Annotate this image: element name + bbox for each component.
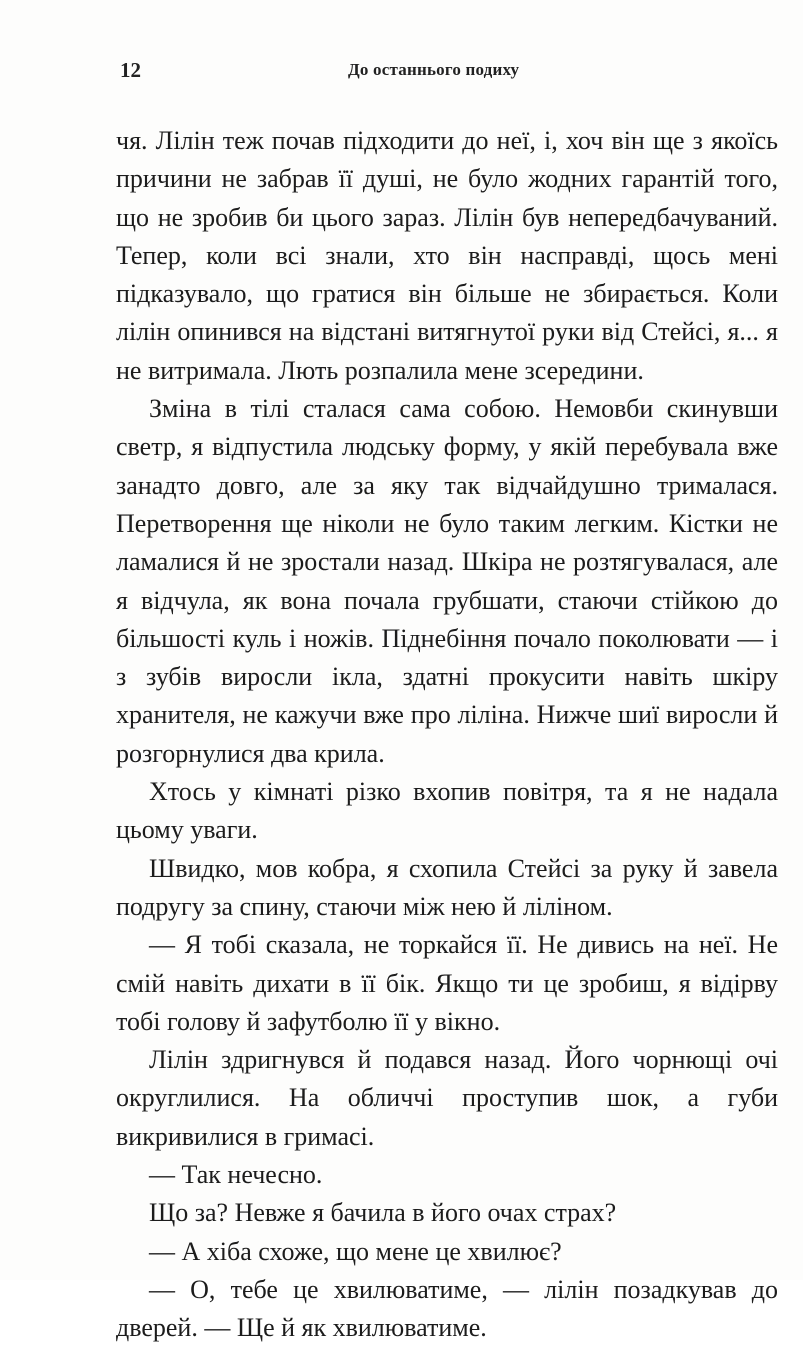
paragraph: Лілін здригнувся й подався назад. Його чорнющі очі округлилися. На обличчі проступив шок, а губи викривилися в гримасі.: [116, 1045, 778, 1151]
body-text: [116, 122, 778, 1348]
paragraph: — Так нечесно.: [149, 1160, 323, 1190]
paragraph: — О, тебе це хвилюватиме, — лілін позадкував до дверей. — Ще й як хвилюватиме.: [116, 1274, 778, 1343]
paragraph: чя. Лілін теж почав підходити до неї, і, хоч він ще з якоїсь причини не забрав її душі, не було жодних гарантій того, що не зробив би цього зараз. Лілін був непередбачуваний. Тепер, коли всі знали, хто він насправді, щось мені підказувало, що гратися він більше не збирається. Коли лілін опинився на відстані витягнутої руки від Стейсі, я... я не витримала. Лють розпалила мене зсередини.: [116, 126, 778, 385]
running-title: До останнього подиху: [348, 60, 520, 79]
paragraph: Зміна в тілі сталася сама собою. Немовби скинувши светр, я відпустила людську форму, у якій перебувала вже занадто довго, але за яку так відчайдушно трималася. Перетворення ще ніколи не було таким легким. Кістки не ламалися й не зростали назад. Шкіра не розтягувалася, але я відчула, як вона почала грубшати, стаючи стійкою до більшості куль і ножів. Піднебіння почало поколювати — і з зубів виросли ікла, здатні прокусити навіть шкіру хранителя, не кажучи вже про ліліна. Нижче шиї виросли й розгорнулися два крила.: [116, 394, 778, 768]
paragraph: Хтось у кімнаті різко вхопив повітря, та я не надала цьому уваги.: [116, 777, 778, 845]
paragraph: Швидко, мов кобра, я схопила Стейсі за руку й завела подругу за спину, стаючи між нею й ліліном.: [116, 853, 778, 921]
paragraph: — А хіба схоже, що мене це хвилює?: [149, 1236, 562, 1266]
paragraph: Що за? Невже я бачила в його очах страх?: [149, 1198, 617, 1228]
page-header: [120, 58, 780, 88]
paragraph: — Я тобі сказала, не торкайся її. Не дивись на неї. Не смій навіть дихати в її бік. Якщо ти це зробиш, я відірву тобі голову й зафутболю її у вікно.: [116, 930, 778, 1036]
page-number: 12: [120, 58, 141, 82]
